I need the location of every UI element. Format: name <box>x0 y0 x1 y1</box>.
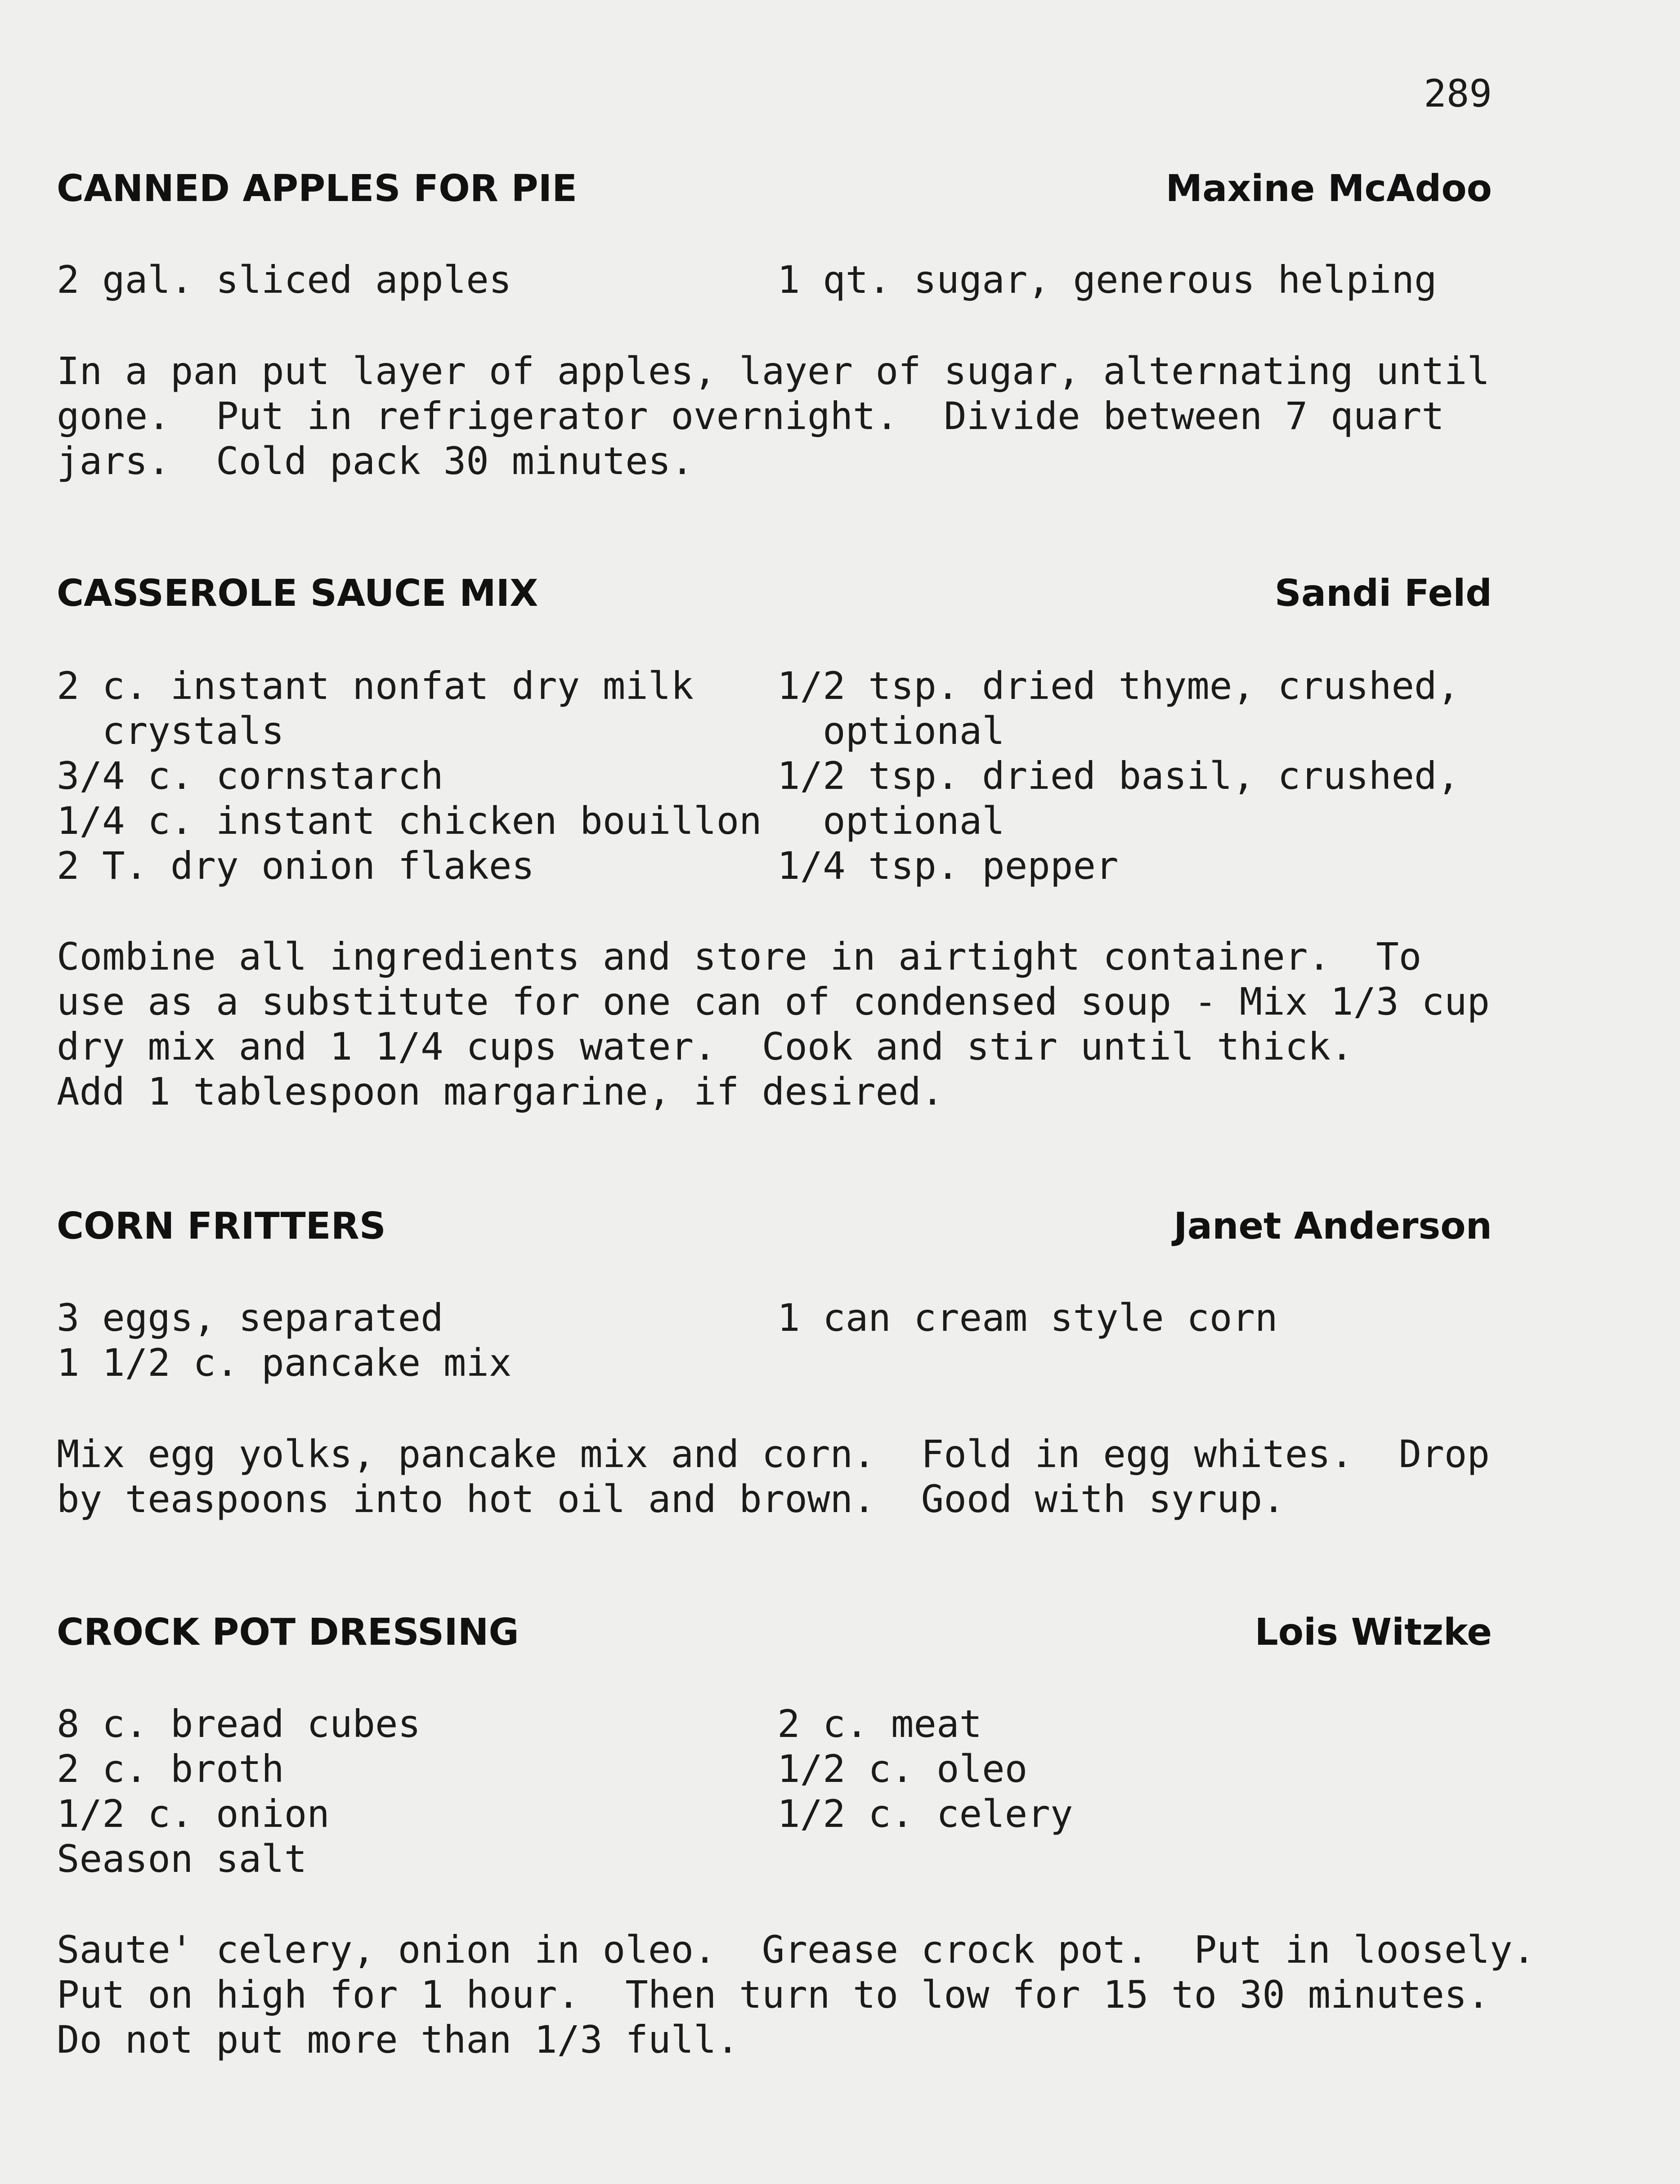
ingredient: 1/2 c. celery <box>777 1792 1073 1836</box>
recipe-title: CANNED APPLES FOR PIE <box>57 167 578 210</box>
ingredient: 1/4 c. instant chicken bouillon <box>57 799 762 843</box>
ingredient: 1/2 c. oleo <box>777 1747 1028 1791</box>
page-number: 289 <box>1424 72 1492 116</box>
direction-line: by teaspoons into hot oil and brown. Good with syrup. <box>57 1477 1285 1521</box>
direction-line: In a pan put layer of apples, layer of sugar, alternating until <box>57 349 1490 393</box>
ingredient: 8 c. bread cubes <box>57 1702 421 1746</box>
direction-line: gone. Put in refrigerator overnight. Divide between 7 quart <box>57 394 1444 438</box>
direction-line: Saute' celery, onion in oleo. Grease crock pot. Put in loosely. <box>57 1928 1536 1972</box>
ingredient: 2 T. dry onion flakes <box>57 844 535 888</box>
ingredient: 1/2 c. onion <box>57 1792 330 1836</box>
recipe-author: Sandi Feld <box>1274 572 1492 615</box>
direction-line: Mix egg yolks, pancake mix and corn. Fold in egg whites. Drop <box>57 1432 1490 1476</box>
direction-line: Combine all ingredients and store in airtight container. To <box>57 935 1422 979</box>
ingredient: 1 qt. sugar, generous helping <box>777 258 1437 302</box>
ingredient: 1/2 tsp. dried basil, crushed, <box>777 754 1460 798</box>
direction-line: Add 1 tablespoon margarine, if desired. <box>57 1070 944 1114</box>
direction-line: Do not put more than 1/3 full. <box>57 2018 739 2062</box>
ingredient: optional <box>777 709 1005 753</box>
direction-line: jars. Cold pack 30 minutes. <box>57 439 694 483</box>
ingredient: 1 1/2 c. pancake mix <box>57 1341 512 1385</box>
ingredient: crystals <box>57 709 284 753</box>
ingredient: 1/4 tsp. pepper <box>777 844 1119 888</box>
recipe-author: Maxine McAdoo <box>1165 167 1492 210</box>
recipe-title: CORN FRITTERS <box>57 1205 386 1248</box>
ingredient: 2 c. instant nonfat dry milk <box>57 664 694 708</box>
ingredient: 1 can cream style corn <box>777 1296 1278 1340</box>
recipe-title: CASSEROLE SAUCE MIX <box>57 572 538 615</box>
direction-line: use as a substitute for one can of condensed soup - Mix 1/3 cup <box>57 980 1490 1024</box>
ingredient: 2 c. meat <box>777 1702 982 1746</box>
ingredient: 3/4 c. cornstarch <box>57 754 444 798</box>
ingredient: optional <box>777 799 1005 843</box>
ingredient: 1/2 tsp. dried thyme, crushed, <box>777 664 1460 708</box>
recipe-title: CROCK POT DRESSING <box>57 1611 519 1654</box>
recipe-author: Lois Witzke <box>1254 1611 1492 1654</box>
ingredient: 2 gal. sliced apples <box>57 258 512 302</box>
ingredient: Season salt <box>57 1837 307 1881</box>
ingredient: 3 eggs, separated <box>57 1296 444 1340</box>
recipe-author: Janet Anderson <box>1174 1205 1492 1248</box>
direction-line: Put on high for 1 hour. Then turn to low for 15 to 30 minutes. <box>57 1973 1490 2017</box>
ingredient: 2 c. broth <box>57 1747 284 1791</box>
direction-line: dry mix and 1 1/4 cups water. Cook and stir until thick. <box>57 1025 1353 1069</box>
